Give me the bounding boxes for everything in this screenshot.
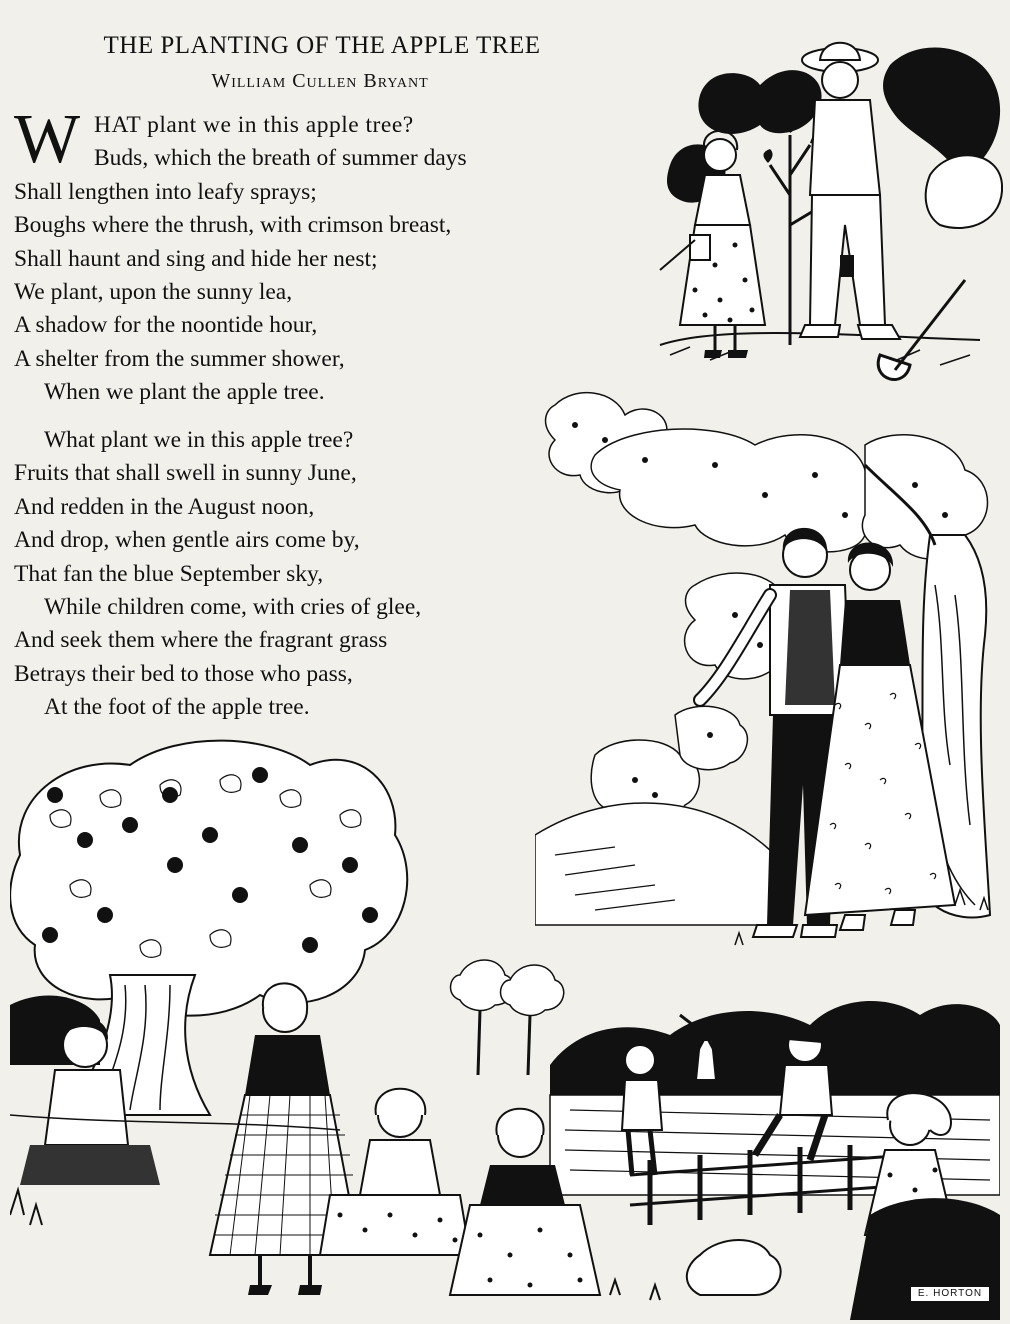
artist-signature: E. HORTON: [910, 1286, 990, 1302]
stanza-1-line-5: Shall haunt and sing and hide her nest;: [14, 245, 378, 272]
stanza-2-line-7: And seek them where the fragrant grass: [14, 627, 388, 654]
stanza-2-line-2: Fruits that shall swell in sunny June,: [14, 460, 357, 487]
illustration-planting: [640, 25, 1010, 385]
stanza-1-line-7: A shadow for the noontide hour,: [14, 312, 318, 339]
stanza-2-line-6: While children come, with cries of glee,: [44, 593, 422, 620]
stanza-1-line-1: W HAT plant we in this apple tree?: [14, 101, 414, 178]
stanza-1-line-8: A shelter from the summer shower,: [14, 345, 345, 372]
stanza-2-line-9: At the foot of the apple tree.: [44, 694, 310, 721]
stanza-1-line-3: Shall lengthen into leafy sprays;: [14, 178, 317, 205]
poem-author: William Cullen Bryant: [211, 70, 429, 92]
stanza-1: [14, 101, 654, 410]
stanza-1-line-6: We plant, upon the sunny lea,: [14, 278, 293, 305]
stanza-1-line-9: When we plant the apple tree.: [44, 379, 325, 406]
stanza-1-line-4: Boughs where the thrush, with crimson breast,: [14, 212, 452, 239]
poem-title: THE PLANTING OF THE APPLE TREE: [103, 32, 541, 59]
drop-cap: W: [14, 101, 81, 178]
stanza-2-line-1: What plant we in this apple tree?: [44, 427, 354, 453]
stanza-2-line-8: Betrays their bed to those who pass,: [14, 660, 353, 687]
stanza-2-line-5: That fan the blue September sky,: [14, 560, 324, 587]
stanza-2-line-3: And redden in the August noon,: [14, 493, 315, 520]
stanza-1-line-2: Buds, which the breath of summer days: [94, 145, 467, 172]
illustration-children: [10, 735, 1000, 1320]
stanza-2-line-4: And drop, when gentle airs come by,: [14, 527, 360, 554]
